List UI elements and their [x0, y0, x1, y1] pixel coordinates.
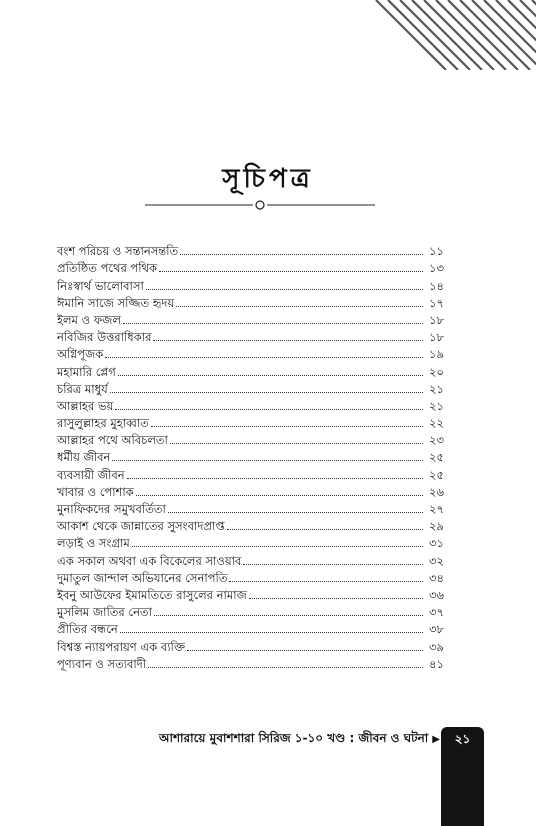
- toc-entry[interactable]: [57, 430, 457, 447]
- toc-entry[interactable]: [57, 413, 457, 430]
- dot-leader: [151, 426, 423, 427]
- toc-entry[interactable]: [57, 602, 457, 619]
- toc-entry-title: আল্লাহর পথে অবিচলতা: [57, 433, 168, 448]
- dot-leader: [136, 495, 423, 496]
- toc-entry[interactable]: [57, 550, 457, 567]
- toc-entry-page: ৩৪: [429, 570, 444, 585]
- toc-entry-page: ৩২: [429, 553, 444, 568]
- toc-entry-page: ১৪: [429, 278, 444, 293]
- dot-leader: [115, 409, 423, 410]
- toc-entry-page: ১৯: [429, 347, 444, 362]
- toc-entry-page: ৪১: [429, 656, 444, 671]
- toc-entry-page: ৩৯: [429, 639, 444, 654]
- toc-entry[interactable]: [57, 533, 457, 550]
- toc-entry-title: অগ্নিপূজক: [57, 347, 104, 362]
- toc-entry-page: ১৮: [429, 330, 444, 345]
- toc-entry-page: ৩৮: [429, 622, 444, 637]
- toc-entry-title: মুসলিম জাতির নেতা: [57, 605, 152, 620]
- page-number: ২১: [454, 732, 471, 746]
- dot-leader: [118, 375, 423, 376]
- page-number-tab: [441, 727, 484, 826]
- toc-entry[interactable]: [57, 447, 457, 464]
- toc-entry-title: খাবার ও পোশাক: [57, 484, 134, 499]
- triangle-right-icon: ▶: [432, 734, 440, 745]
- toc-entry[interactable]: [57, 310, 457, 327]
- toc-entry[interactable]: [57, 585, 457, 602]
- toc-entry[interactable]: [57, 293, 457, 310]
- dot-leader: [112, 460, 423, 461]
- toc-entry-page: ২৫: [429, 450, 444, 465]
- dot-leader: [105, 357, 423, 358]
- toc-entry-page: ২৬: [429, 484, 444, 499]
- series-title: আশারায়ে মুবাশশারা সিরিজ ১-১০ খণ্ড : জীবন ও ঘটনা: [158, 731, 429, 745]
- corner-stripes-decoration: [336, 0, 536, 70]
- dot-leader: [146, 289, 423, 290]
- dot-leader: [243, 564, 423, 565]
- toc-entry[interactable]: [57, 568, 457, 585]
- toc-entry[interactable]: [57, 396, 457, 413]
- table-of-contents: [57, 241, 457, 671]
- dot-leader: [229, 581, 423, 582]
- toc-entry-title: রাসুলুল্লাহর মুহাব্বাত: [57, 416, 149, 431]
- dot-leader: [227, 529, 423, 530]
- toc-entry[interactable]: [57, 654, 457, 671]
- dot-leader: [180, 254, 423, 255]
- dot-leader: [168, 512, 423, 513]
- toc-entry[interactable]: [57, 258, 457, 275]
- toc-entry-title: ঈমানি সাজে সজ্জিত হৃদয়: [57, 295, 175, 310]
- dot-leader: [176, 306, 423, 307]
- dot-leader: [187, 650, 423, 651]
- toc-entry-page: ২৩: [429, 433, 444, 448]
- dot-leader: [148, 667, 423, 668]
- toc-entry[interactable]: [57, 379, 457, 396]
- toc-entry-title: ধর্মীয় জীবন: [57, 450, 111, 465]
- toc-entry[interactable]: [57, 516, 457, 533]
- toc-entry[interactable]: [57, 344, 457, 361]
- page-title: সূচিপত্র: [222, 164, 314, 194]
- toc-entry-page: ২১: [429, 398, 444, 413]
- toc-entry[interactable]: [57, 241, 457, 258]
- toc-entry-title: মুনাফিকদের সমুখবর্তিতা: [57, 502, 166, 516]
- toc-entry-title: পূণ্যবান ও সত্যবাদী: [57, 656, 147, 671]
- toc-entry-page: ১৮: [429, 312, 444, 327]
- toc-entry-page: ১১: [429, 244, 444, 259]
- title-divider-ornament: [145, 198, 375, 212]
- toc-entry[interactable]: [57, 636, 457, 653]
- dot-leader: [249, 598, 423, 599]
- toc-entry-title: দুমাতুল জান্দাল অভিযানের সেনাপতি: [57, 570, 228, 585]
- toc-entry[interactable]: [57, 619, 457, 636]
- dot-leader: [132, 546, 423, 547]
- toc-entry-title: এক সকাল অথবা এক বিকেলের সাওয়াব: [57, 553, 242, 568]
- toc-entry[interactable]: [57, 499, 457, 516]
- toc-entry-title: প্রীতির বন্ধনে: [57, 622, 118, 637]
- toc-entry-page: ৩১: [429, 536, 444, 551]
- toc-entry[interactable]: [57, 482, 457, 499]
- toc-entry[interactable]: [57, 361, 457, 378]
- toc-entry-title: নবিজির উত্তরাধিকার: [57, 330, 152, 345]
- toc-entry-page: ২৫: [429, 467, 444, 482]
- toc-entry[interactable]: [57, 275, 457, 292]
- toc-entry-title: ইবনু আউফের ইমামতিতে রাসুলের নামাজ: [57, 587, 247, 602]
- dot-leader: [123, 323, 423, 324]
- running-footer: [0, 730, 440, 750]
- toc-entry[interactable]: [57, 327, 457, 344]
- toc-entry-page: ১৩: [429, 261, 444, 276]
- toc-entry-title: বংশ পরিচয় ও সন্তানসন্ততি: [57, 244, 179, 259]
- toc-entry-title: মহামারি প্লেগ: [57, 364, 116, 379]
- dot-leader: [153, 340, 423, 341]
- toc-entry-title: ব্যবসায়ী জীবন: [57, 467, 125, 482]
- toc-entry-page: ২৭: [429, 502, 444, 516]
- toc-entry-title: নিঃস্বার্থ ভালোবাসা: [57, 278, 144, 293]
- toc-entry-page: ১৭: [429, 295, 444, 310]
- dot-leader: [159, 271, 423, 272]
- dot-leader: [127, 478, 423, 479]
- dot-leader: [170, 443, 423, 444]
- toc-entry-page: ৩৭: [429, 605, 444, 620]
- dot-leader: [154, 615, 423, 616]
- dot-leader: [110, 392, 423, 393]
- toc-entry-page: ২৯: [429, 519, 444, 534]
- toc-entry-title: লড়াই ও সংগ্রাম: [57, 536, 130, 551]
- toc-entry-title: বিশ্বস্ত ন্যায়পরায়ণ এক ব্যক্তি: [57, 639, 185, 654]
- toc-entry-title: আল্লাহর ভয়: [57, 398, 114, 413]
- toc-entry-title: চরিত্র মাধুর্য: [57, 381, 108, 396]
- toc-entry-page: ৩৬: [429, 587, 444, 602]
- dot-leader: [120, 632, 423, 633]
- toc-entry-page: ২০: [429, 364, 444, 379]
- toc-entry-title: আকাশ থেকে জান্নাতের সুসংবাদপ্রাপ্ত: [57, 519, 225, 534]
- toc-entry-title: ইলম ও ফজল: [57, 312, 121, 327]
- toc-entry-title: প্রতিষ্ঠিত পথের পথিক: [57, 261, 158, 276]
- toc-entry-page: ২২: [429, 416, 444, 431]
- toc-entry[interactable]: [57, 464, 457, 481]
- toc-entry-page: ২১: [429, 381, 444, 396]
